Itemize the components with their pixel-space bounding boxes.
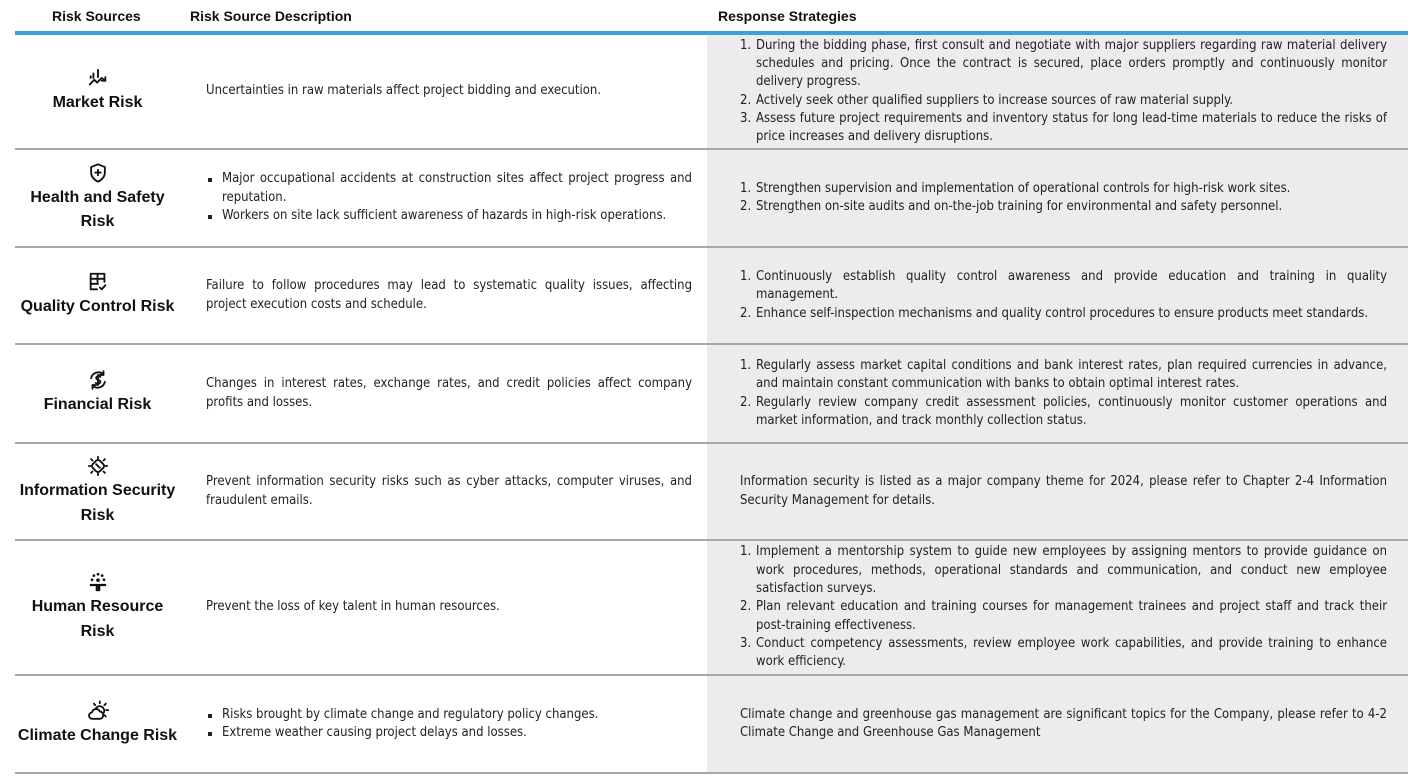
currency-exchange-icon [87, 369, 109, 391]
risk-description: Prevent information security risks such as cyber attacks, computer viruses, and fraudulent emails. [206, 474, 692, 508]
checklist-table-icon [87, 271, 109, 293]
shield-plus-icon [87, 162, 109, 184]
header-response-strategies: Response Strategies [718, 8, 857, 24]
risk-source-cell [15, 248, 180, 343]
description-bullet: Risks brought by climate change and regulatory policy changes. [206, 706, 692, 725]
risk-description-cell [180, 150, 707, 246]
table-row-financial-risk [15, 345, 1408, 444]
table-row-health-safety-risk [15, 150, 1408, 248]
table-row-market-risk [15, 35, 1408, 150]
risk-source-cell [15, 676, 180, 772]
table-row-quality-control-risk [15, 248, 1408, 345]
strategy-item: 2. Enhance self-inspection mechanisms and quality control procedures to ensure products meet standards. [740, 305, 1369, 321]
strategy-list [740, 543, 1387, 671]
strategy-item: 2. Strengthen on-site audits and on-the-job training for environmental and safety personnel. [740, 199, 1283, 214]
strategy-item: 1. During the bidding phase, first consult and negotiate with major suppliers regarding raw material delivery schedules and pricing. Once the contract is secured, place orders promptly and continuously monitor delivery progress. [740, 37, 1387, 90]
risk-source-cell [15, 35, 180, 148]
risk-description-bullets [206, 706, 692, 743]
risk-description-cell [180, 35, 707, 148]
table-row-climate-change-risk [15, 676, 1408, 774]
risk-source-cell [15, 150, 180, 246]
risk-source-cell [15, 541, 180, 674]
strategy-item: 1. Regularly assess market capital conditions and bank interest rates, plan required currencies in advance, and maintain constant communication with banks to obtain optimal interest rates. [740, 357, 1387, 392]
strategy-item: 2. Plan relevant education and training courses for management trainees and project staff and track their post-training effectiveness. [740, 599, 1387, 633]
response-strategies-cell [707, 444, 1408, 539]
description-bullet: Major occupational accidents at construction sites affect project progress and reputation. [206, 170, 692, 207]
market-trend-chart-icon [87, 67, 109, 89]
description-bullet: Workers on site lack sufficient awareness of hazards in high-risk operations. [206, 207, 692, 226]
risk-description-cell [180, 345, 707, 442]
strategy-list [740, 37, 1387, 147]
strategy-item: 3. Conduct competency assessments, review employee work capabilities, and provide training to enhance work efficiency. [740, 635, 1387, 670]
risk-description-cell [180, 248, 707, 343]
risk-source-cell [15, 345, 180, 442]
strategy-list [740, 268, 1387, 323]
risk-source-name: Financial Risk [43, 396, 152, 414]
risk-source-name: Information Security Risk [19, 482, 176, 524]
risk-source-name: Health and Safety Risk [30, 188, 165, 230]
risk-table [15, 0, 1408, 774]
response-strategies-cell [707, 345, 1408, 442]
strategy-list [740, 180, 1387, 217]
response-strategies-cell [707, 541, 1408, 674]
table-header [15, 0, 1408, 31]
table-row-information-security-risk [15, 444, 1408, 541]
strategy-item: 2. Regularly review company credit assessment policies, continuously monitor customer operations and market information, and track monthly collection status. [740, 394, 1387, 428]
strategy-text: Climate change and greenhouse gas management are significant topics for the Company, please refer to 4-2 Climate Change and Greenhouse Gas Management [740, 706, 1387, 740]
risk-description-cell [180, 541, 707, 674]
risk-description: Failure to follow procedures may lead to systematic quality issues, affecting project execution costs and schedule. [206, 278, 692, 312]
risk-description: Changes in interest rates, exchange rates, and credit policies affect company profits and losses. [206, 376, 692, 410]
strategy-item: 1. Implement a mentorship system to guide new employees by assigning mentors to provide guidance on work procedures, methods, operational standards and communication, and conduct new employee satisfaction surveys. [740, 544, 1387, 597]
sun-cloud-weather-icon [87, 700, 109, 722]
risk-description-bullets [206, 170, 692, 226]
risk-source-cell [15, 444, 180, 539]
virus-bug-icon [87, 455, 109, 477]
header-risk-sources: Risk Sources [52, 8, 141, 24]
risk-description-cell [180, 444, 707, 539]
risk-description: Uncertainties in raw materials affect project bidding and execution. [206, 83, 602, 99]
header-risk-description: Risk Source Description [190, 8, 352, 24]
strategy-list [740, 357, 1387, 430]
table-row-human-resource-risk [15, 541, 1408, 676]
risk-source-name: Climate Change Risk [17, 726, 178, 744]
response-strategies-cell [707, 676, 1408, 772]
strategy-text: Information security is listed as a major company theme for 2024, please refer to Chapter 2-4 Information Security Management for details. [740, 474, 1387, 508]
strategy-item: 3. Assess future project requirements and inventory status for long lead-time materials to reduce the risks of price increases and delivery disruptions. [740, 110, 1387, 145]
risk-source-name: Quality Control Risk [20, 298, 175, 316]
response-strategies-cell [707, 248, 1408, 343]
strategy-item: 2. Actively seek other qualified suppliers to increase sources of raw material supply. [740, 92, 1233, 108]
response-strategies-cell [707, 150, 1408, 246]
description-bullet: Extreme weather causing project delays and losses. [206, 724, 692, 743]
response-strategies-cell [707, 35, 1408, 148]
risk-description-cell [180, 676, 707, 772]
strategy-item: 1. Strengthen supervision and implementation of operational controls for high-risk work sites. [740, 180, 1291, 196]
risk-source-name: Market Risk [52, 94, 143, 112]
risk-source-name: Human Resource Risk [31, 598, 164, 640]
strategy-item: 1. Continuously establish quality control awareness and provide education and training in quality management. [740, 269, 1387, 303]
risk-description: Prevent the loss of key talent in human resources. [206, 599, 500, 615]
talent-group-icon [87, 571, 109, 593]
